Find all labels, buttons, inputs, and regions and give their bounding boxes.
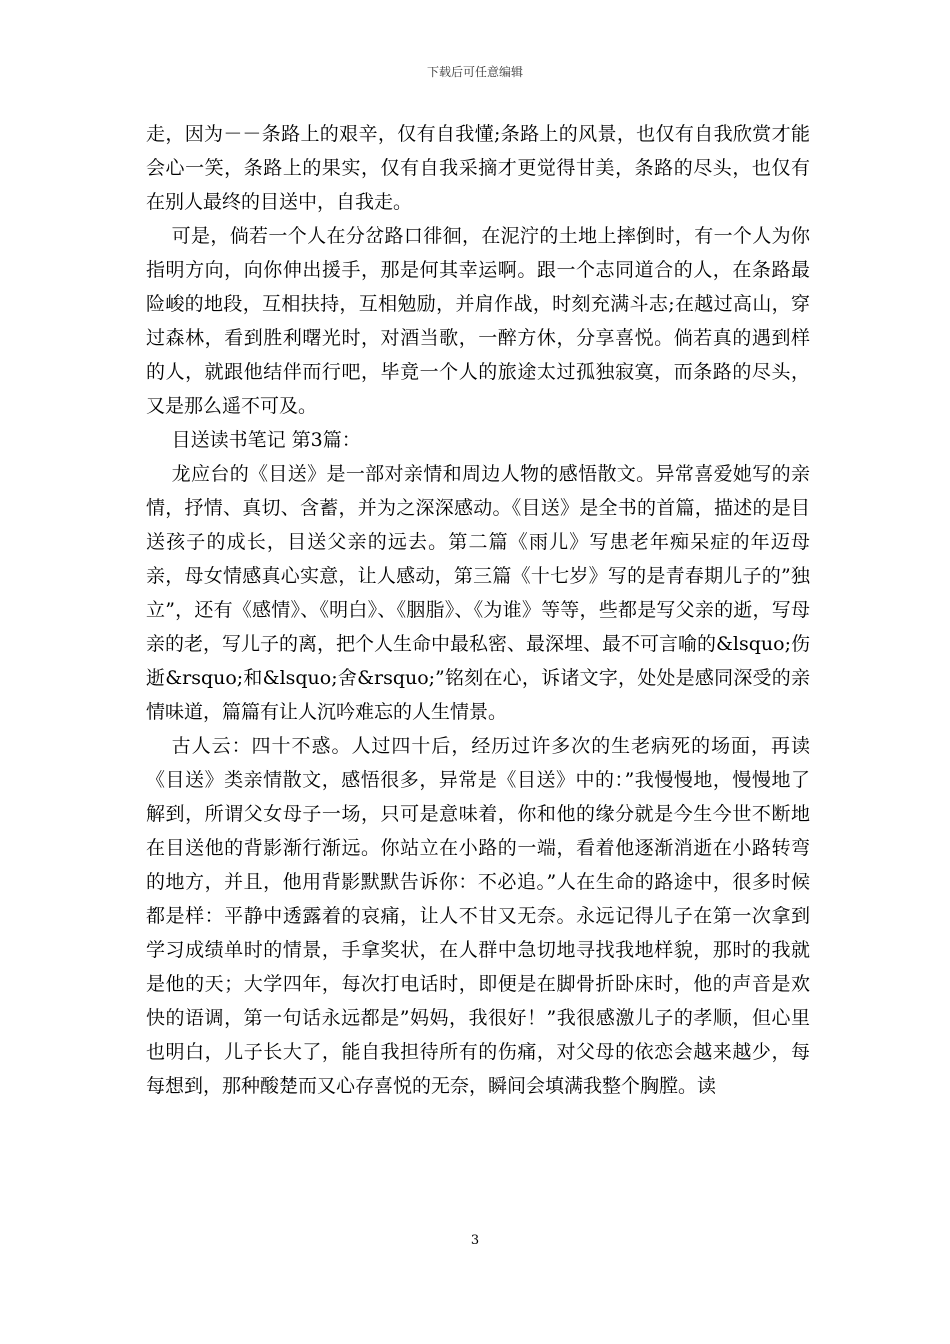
section-heading: 目送读书笔记 第3篇： [171, 429, 361, 451]
page-number: 3 [470, 1233, 480, 1248]
page-header: 下载后可任意编辑 [426, 65, 523, 79]
paragraph: 龙应台的《目送》是一部对亲情和周边人物的感悟散文。异常喜爱她写的亲情，抒情、真切、含蓄，并为之深深感动。《目送》是全书的首篇，描述的是目送孩子的成长，目送父亲的远去。第二篇《雨儿》写患老年痴呆症的年迈母亲，母女情感真心实意，让人感动，第三篇《十七岁》写的是青春期儿子的”独立”，还有《感情》、《明白》、《胭脂》、《为谁》等等，些都是写父亲的逝，写母亲的老，写儿子的离，把个人生命中最私密、最深埋、最不可言喻的&lsquo;伤逝&rsquo;和&lsquo;舍&rsquo;”铭刻在心，诉诸文字，处处是感同深受的亲情味道，篇篇有让人沉吟难忘的人生情景。 [146, 463, 810, 723]
paragraph: 走，因为－－条路上的艰辛，仅有自我懂;条路上的风景，也仅有自我欣赏才能会心一笑，条路上的果实，仅有自我采摘才更觉得甘美，条路的尽头，也仅有在别人最终的目送中，自我走。 [146, 123, 810, 213]
body-text [146, 117, 810, 1103]
paragraph: 可是，倘若一个人在分岔路口徘徊，在泥泞的土地上摔倒时，有一个人为你指明方向，向你伸出援手，那是何其幸运啊。跟一个志同道合的人，在条路最险峻的地段，互相扶持，互相勉励，并肩作战，时刻充满斗志;在越过高山，穿过森林，看到胜利曙光时，对酒当歌，一醉方休，分享喜悦。倘若真的遇到样的人，就跟他结伴而行吧，毕竟一个人的旅途太过孤独寂寞，而条路的尽头，又是那么遥不可及。 [146, 225, 810, 417]
paragraph: 古人云：四十不惑。人过四十后，经历过许多次的生老病死的场面，再读《目送》类亲情散文，感悟很多，异常是《目送》中的：”我慢慢地，慢慢地了解到，所谓父女母子一场，只可是意味着，你和他的缘分就是今生今世不断地在目送他的背影渐行渐远。你站立在小路的一端，看着他逐渐消逝在小路转弯的地方，并且，他用背影默默告诉你：不必追。”人在生命的路途中，很多时候都是样：平静中透露着的哀痛，让人不甘又无奈。永远记得儿子在第一次拿到学习成绩单时的情景，手拿奖状，在人群中急切地寻找我地样貌，那时的我就是他的天；大学四年，每次打电话时，即便是在脚骨折卧床时，他的声音是欢快的语调，第一句话永远都是”妈妈，我很好！”我很感激儿子的孝顺，但心里也明白，儿子长大了，能自我担待所有的伤痛，对父母的依恋会越来越少，每每想到，那种酸楚而又心存喜悦的无奈，瞬间会填满我整个胸膛。读 [146, 735, 810, 1097]
